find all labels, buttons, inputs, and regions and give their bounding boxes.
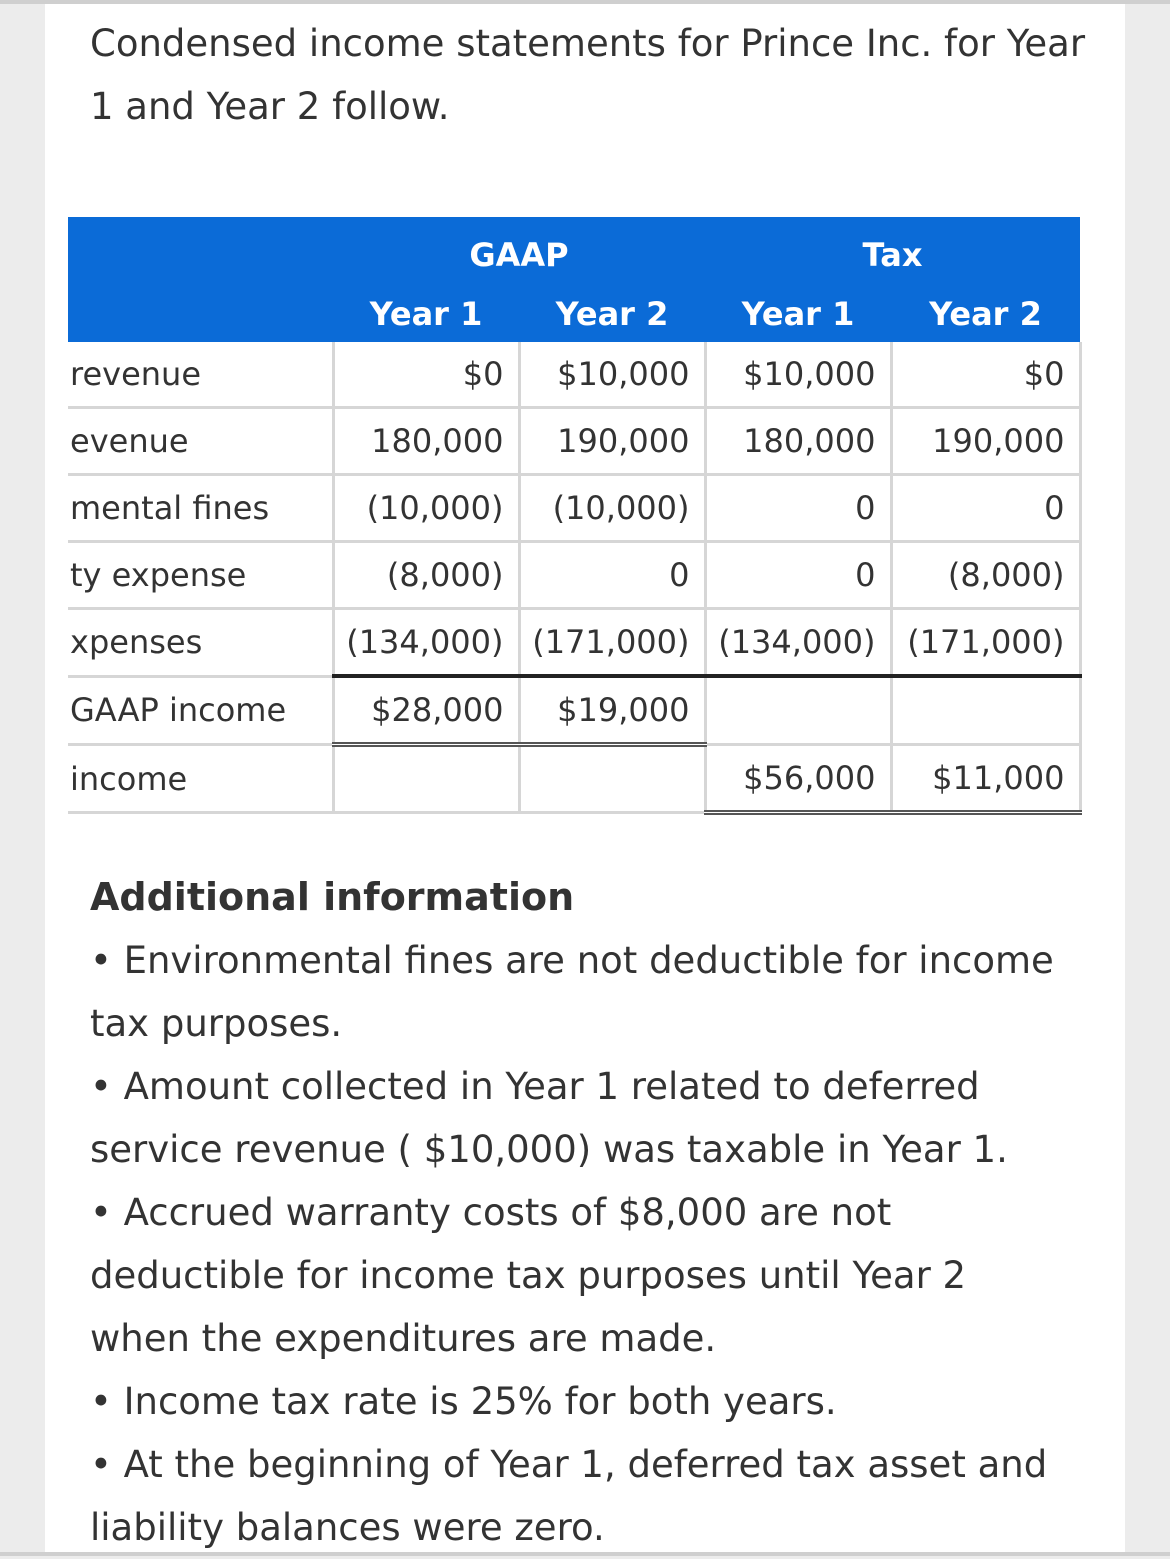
- cell-value: $19,000: [519, 676, 705, 745]
- group-header-row: [68, 217, 1080, 285]
- row-label: mental fines: [68, 475, 333, 542]
- cell-value: [333, 745, 519, 813]
- cell-value: $28,000: [333, 676, 519, 745]
- cell-value: 0: [891, 475, 1080, 542]
- cell-value: (10,000): [333, 475, 519, 542]
- row-label: revenue: [68, 342, 333, 408]
- header-blank: [68, 285, 333, 342]
- tax-year1-header: Year 1: [705, 285, 891, 342]
- cell-value: $56,000: [705, 745, 891, 813]
- table-row: [68, 408, 1080, 475]
- income-statement-table: [68, 217, 1082, 815]
- cell-value: 0: [705, 542, 891, 609]
- cell-value: $11,000: [891, 745, 1080, 813]
- row-label: evenue: [68, 408, 333, 475]
- intro-text: Condensed income statements for Prince Inc. for Year 1 and Year 2 follow.: [90, 22, 1086, 128]
- cell-value: 190,000: [519, 408, 705, 475]
- row-label: ty expense: [68, 542, 333, 609]
- list-item: • At the beginning of Year 1, deferred tax asset and liability balances were zero.: [90, 1443, 1048, 1549]
- list-item: • Accrued warranty costs of $8,000 are not deductible for income tax purposes until Year 2 when the expenditures are made.: [90, 1191, 967, 1360]
- income-statement-table-wrapper: [70, 217, 1080, 815]
- table-row: [68, 475, 1080, 542]
- header-blank: [68, 217, 333, 285]
- tax-year2-header: Year 2: [891, 285, 1080, 342]
- cell-value: [519, 745, 705, 813]
- cell-value: (171,000): [891, 609, 1080, 677]
- cell-value: $0: [333, 342, 519, 408]
- cell-value: $0: [891, 342, 1080, 408]
- cell-value: 0: [519, 542, 705, 609]
- table-row: [68, 542, 1080, 609]
- cell-value: (8,000): [333, 542, 519, 609]
- gaap-year1-header: Year 1: [333, 285, 519, 342]
- cell-value: [891, 676, 1080, 745]
- additional-info-list: [90, 929, 1070, 1559]
- row-label: GAAP income: [68, 676, 333, 745]
- table-row: [68, 342, 1080, 408]
- cell-value: (171,000): [519, 609, 705, 677]
- cell-value: 180,000: [705, 408, 891, 475]
- table-row: [68, 745, 1080, 813]
- cell-value: [705, 676, 891, 745]
- gaap-header: GAAP: [333, 217, 705, 285]
- cell-value: $10,000: [705, 342, 891, 408]
- year-header-row: [68, 285, 1080, 342]
- cell-value: 190,000: [891, 408, 1080, 475]
- gaap-year2-header: Year 2: [519, 285, 705, 342]
- cell-value: 180,000: [333, 408, 519, 475]
- tax-header: Tax: [705, 217, 1080, 285]
- row-label: income: [68, 745, 333, 813]
- cell-value: (10,000): [519, 475, 705, 542]
- cell-value: $10,000: [519, 342, 705, 408]
- cell-value: (134,000): [333, 609, 519, 677]
- cell-value: 0: [705, 475, 891, 542]
- table-row: [68, 676, 1080, 745]
- content-page: [45, 4, 1125, 1552]
- list-item: • Environmental fines are not deductible for income tax purposes.: [90, 939, 1054, 1045]
- list-item: • Income tax rate is 25% for both years.: [90, 1380, 837, 1423]
- additional-info-title: Additional information: [90, 875, 575, 919]
- list-item: • Amount collected in Year 1 related to deferred service revenue ( $10,000) was taxable in Year 1.: [90, 1065, 1008, 1171]
- cell-value: (8,000): [891, 542, 1080, 609]
- row-label: xpenses: [68, 609, 333, 677]
- table-row: [68, 609, 1080, 677]
- bottom-divider: [0, 1552, 1170, 1556]
- cell-value: (134,000): [705, 609, 891, 677]
